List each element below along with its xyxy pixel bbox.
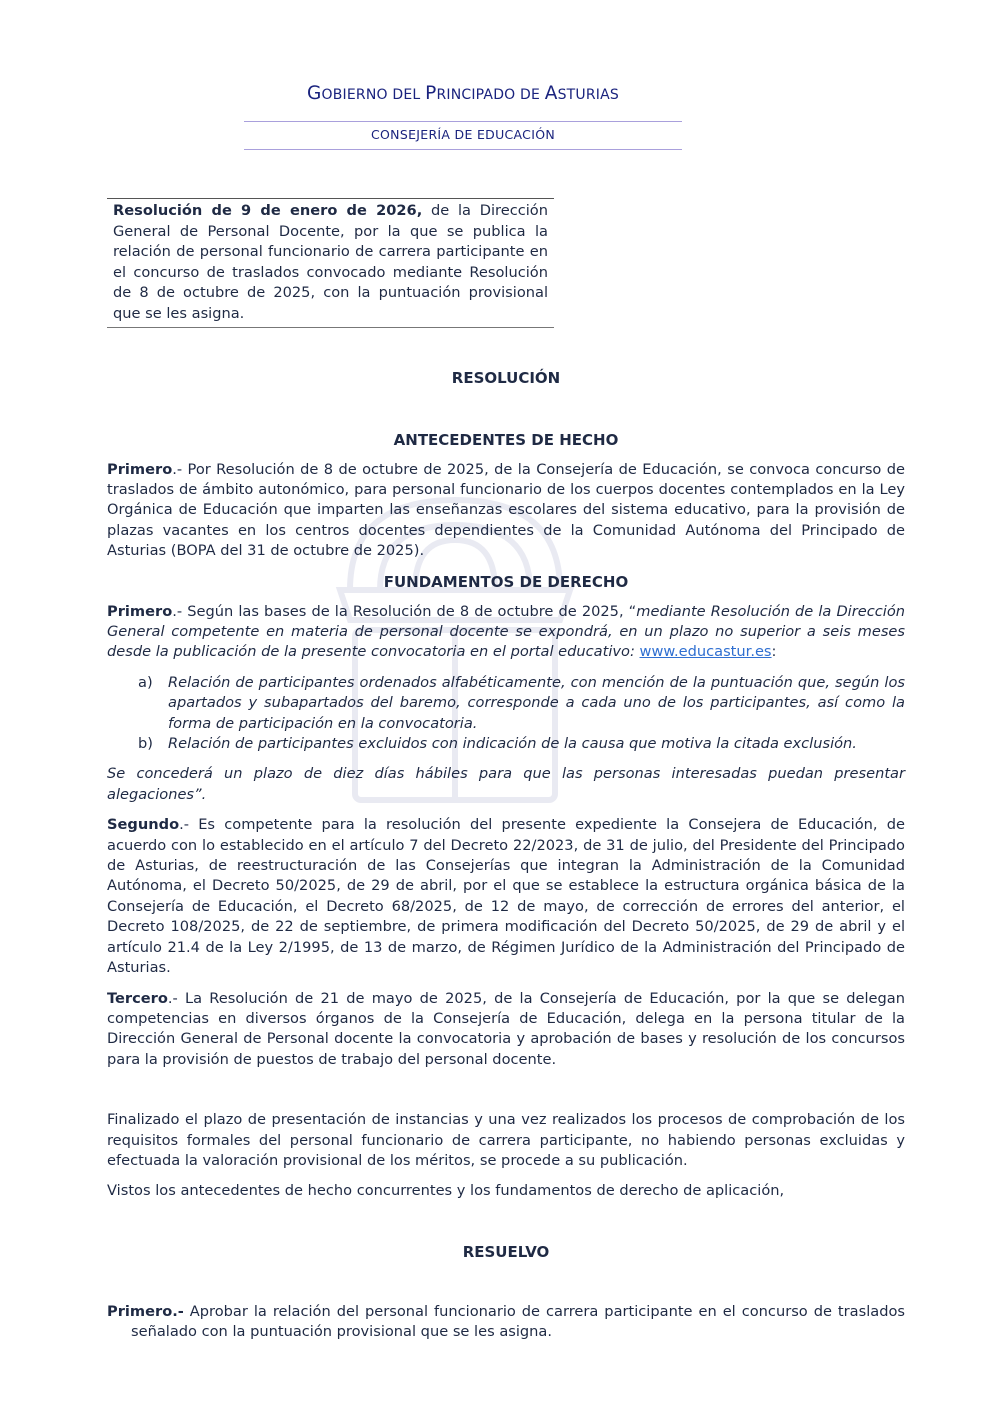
list-text: Relación de participantes ordenados alfabéticamente, con mención de la puntuación que, según los apartados y subapartados del baremo, corresponde a cada uno de los participantes, así como la forma de participación en la convocatoria. [168, 673, 905, 732]
fundamentos-tercero [107, 989, 905, 1071]
header-divider [244, 149, 682, 150]
punctuation: : [771, 643, 777, 661]
list-marker: b) [138, 735, 153, 753]
finalizado-paragraph: Finalizado el plazo de presentación de instancias y una vez realizados los procesos de comprobación de los requisitos formales del personal funcionario de carrera participante, no habiendo personas excluidas y efectuada la valoración provisional de los méritos, se procede a su publicación. [107, 1111, 905, 1169]
title-part: PRINCIPADO DE [425, 83, 545, 104]
title-part: ASTURIAS [544, 83, 619, 104]
paragraph-text: .- Es competente para la resolución del presente expediente la Consejera de Educación, de acuerdo con lo establecido en el artículo 7 del Decreto 22/2023, de 31 de julio, del Presidente del Principado de Asturias, de reestructuración de las Consejerías que integran la Administración de la Comunidad Autónoma, el Decreto 50/2025, de 29 de abril, por el que se establece la estructura orgánica básica de la Consejería de Educación, el Decreto 68/2025, de 12 de mayo, de corrección de errores del anterior, el Decreto 108/2025, de 22 de septiembre, de primera modificación del Decreto 50/2025, de 29 de abril y el artículo 21.4 de la Ley 2/1995, de 13 de marzo, de Régimen Jurídico de la Administración del Principado de Asturias. [107, 816, 905, 977]
heading-antecedentes: ANTECEDENTES DE HECHO [393, 430, 619, 449]
list-item [138, 673, 905, 734]
list-text: Relación de participantes excluidos con indicación de la causa que motiva la citada exclusión. [168, 735, 857, 753]
government-title [0, 82, 926, 107]
list-marker: a) [138, 673, 153, 691]
header-divider [244, 121, 682, 122]
vistos-paragraph: Vistos los antecedentes de hecho concurrentes y los fundamentos de derecho de aplicación, [107, 1182, 785, 1200]
quoted-text: mediante Resolución de la Dirección General competente en materia de personal docente se expondrá, en un plazo no superior a seis meses desde la publicación de la presente convocatoria en el portal educativo: [107, 602, 905, 661]
paragraph-text: .- La Resolución de 21 de mayo de 2025, de la Consejería de Educación, por la que se delegan competencias en diversos órganos de la Consejería de Educación, delega en la persona titular de la Dirección General de Personal docente la convocatoria y aprobación de bases y resolución de los concursos para la provisión de puestos de trabajo del personal docente. [107, 989, 905, 1068]
paragraph-label: Primero.- [107, 1302, 184, 1320]
closing-quote: Se concederá un plazo de diez días hábiles para que las personas interesadas puedan presentar alegaciones”. [107, 765, 905, 803]
department-subtitle: CONSEJERÍA DE EDUCACIÓN [371, 127, 555, 142]
document-body [107, 198, 905, 1343]
paragraph-label: Tercero [107, 989, 168, 1007]
paragraph-label: Primero [107, 602, 173, 620]
summary-text: de la Dirección General de Personal Docente, por la que se publica la relación de personal funcionario de carrera participante en el concurso de traslados convocado mediante Resolución de 8 de octubre de 2025, con la puntuación provisional que se les asigna. [113, 202, 548, 322]
list-item [138, 734, 905, 754]
paragraph-label: Primero [107, 460, 173, 478]
educastur-link[interactable]: www.educastur.es [639, 643, 772, 661]
fundamentos-primero [107, 602, 905, 663]
heading-resuelvo: RESUELVO [462, 1242, 550, 1261]
fundamentos-segundo [107, 815, 905, 978]
antecedentes-primero [107, 460, 905, 562]
resuelvo-primero [107, 1302, 905, 1343]
paragraph-text: .- Según las bases de la Resolución de 8 de octubre de 2025, “ [172, 602, 637, 620]
heading-fundamentos: FUNDAMENTOS DE DERECHO [383, 572, 629, 591]
paragraph-text: Aprobar la relación del personal funcionario de carrera participante en el concurso de traslados señalado con la puntuación provisional que se les asigna. [131, 1302, 905, 1341]
title-part: GOBIERNO DEL [306, 83, 426, 104]
resolution-summary [107, 198, 554, 328]
heading-resolucion: RESOLUCIÓN [451, 368, 561, 387]
summary-lead: Resolución de 9 de enero de 2026, [113, 202, 423, 219]
paragraph-label: Segundo [107, 816, 180, 834]
paragraph-text: .- Por Resolución de 8 de octubre de 2025, de la Consejería de Educación, se convoca concurso de traslados de ámbito autonómico, para personal funcionario de los cuerpos docentes contemplados en la Ley Orgánica de Educación que imparten las enseñanzas escolares del sistema educativo, para la provisión de plazas vacantes en los centros docentes dependientes de la Comunidad Autónoma del Principado de Asturias (BOPA del 31 de octubre de 2025). [107, 460, 905, 560]
